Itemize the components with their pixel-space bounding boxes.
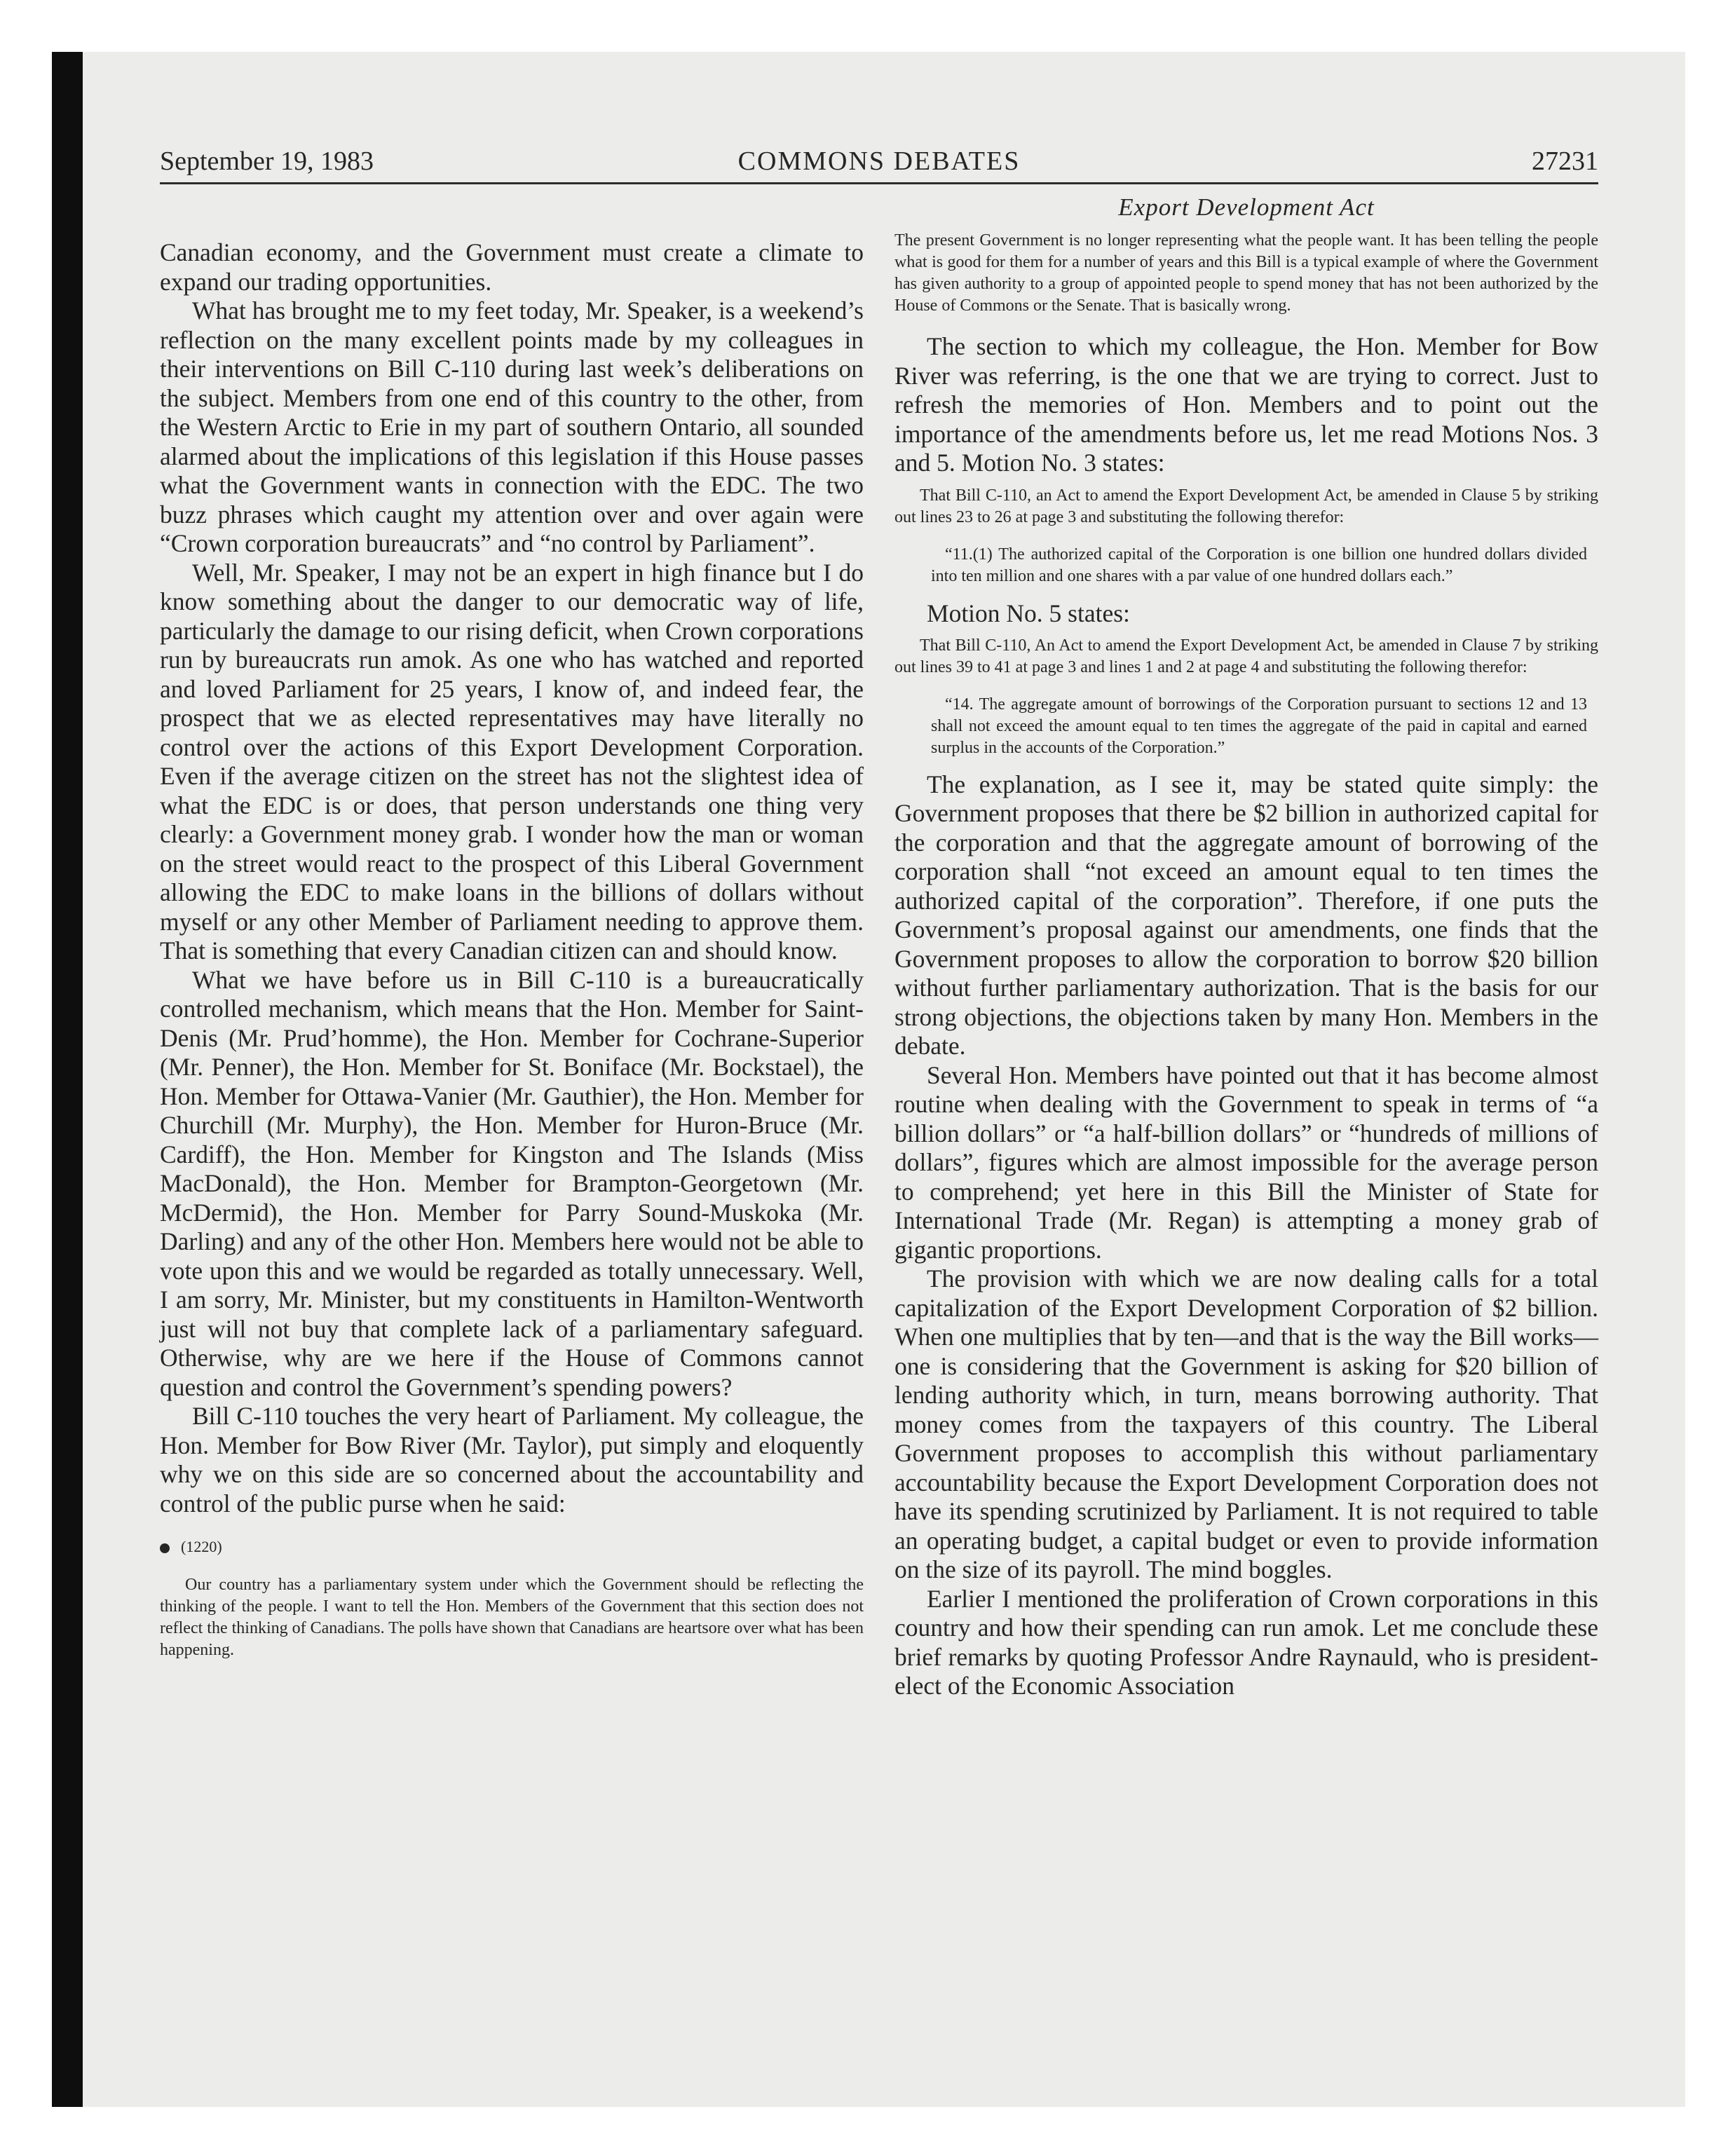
- time-marker-label: (1220): [181, 1538, 222, 1555]
- paragraph: Several Hon. Members have pointed out that it has become almost routine when dealing with the Government to speak in terms of “a billion dollars” or “a half-billion dollars” or “hundreds of millions of dollars”, figures which are almost impossible for the average person to comprehend; yet here in this Bill the Minister of State for International Trade (Mr. Regan) is attempting a money grab of gigantic proportions.: [894, 1060, 1598, 1264]
- paragraph: The section to which my colleague, the Hon. Member for Bow River was referring, is the one that we are trying to correct. Just to refresh the memories of Hon. Members and to point out the importance of the amendments before us, let me read Motions Nos. 3 and 5. Motion No. 3 states:: [894, 332, 1598, 477]
- scan-edge-shadow: [52, 52, 83, 2107]
- paragraph: The explanation, as I see it, may be stated quite simply: the Government proposes that there be $2 billion in authorized capital for the corporation and that the aggregate amount of borrowing of the corporation shall “not exceed an amount equal to ten times the authorized capital of the corporation”. Therefore, if one puts the Government’s proposal against our amendments, one finds that the Government proposes to allow the corporation to borrow $20 billion without further parliamentary authorization. That is the basis for our strong objections, the objections taken by many Hon. Members in the debate.: [894, 770, 1598, 1060]
- paragraph: Bill C-110 touches the very heart of Parliament. My colleague, the Hon. Member for Bow River (Mr. Taylor), put simply and eloquently why we on this side are so concerned about the accountability and control of the public purse when he said:: [160, 1402, 864, 1517]
- quoted-passage-continued: The present Government is no longer representing what the people want. It has been telling the people what is good for them for a number of years and this Bill is a typical example of where the Government has given authority to a group of appointed people to spend money that has not been authorized by the House of Commons or the Senate. That is basically wrong.: [894, 231, 1598, 315]
- header-page-number: 27231: [1532, 146, 1598, 176]
- motion-3-text: That Bill C-110, an Act to amend the Export Development Act, be amended in Clause 5 by striking out lines 23 to 26 at page 3 and substituting the following therefor:: [894, 486, 1598, 526]
- header-publication-title: COMMONS DEBATES: [737, 146, 1021, 176]
- left-column: [160, 238, 864, 1661]
- page-content: [160, 144, 1598, 1995]
- header-date: September 19, 1983: [160, 146, 374, 176]
- motion-3-quote: “11.(1) The authorized capital of the Corporation is one billion one hundred dollars divided into ten million and one shares with a par value of one hundred dollars each.”: [931, 545, 1587, 585]
- paragraph: What has brought me to my feet today, Mr. Speaker, is a weekend’s reflection on the many excellent points made by my colleagues in their interventions on Bill C-110 during last week’s deliberations on the subject. Members from one end of this country to the other, from the Western Arctic to Erie in my part of southern Ontario, all sounded alarmed about the implications of this legislation if this House passes what the Government wants in connection with the EDC. The two buzz phrases which caught my attention over and over again were “Crown corporation bureaucrats” and “no control by Parliament”.: [160, 296, 864, 557]
- quoted-passage: Our country has a parliamentary system under which the Government should be reflecting the thinking of the people. I want to tell the Hon. Members of the Government that this section does not reflect the thinking of Canadians. The polls have shown that Canadians are heartsore over what has been happening.: [160, 1576, 864, 1659]
- paragraph: Earlier I mentioned the proliferation of Crown corporations in this country and how their spending can run amok. Let me conclude these brief remarks by quoting Professor Andre Raynauld, who is president-elect of the Economic Association: [894, 1584, 1598, 1700]
- motion-5-text: That Bill C-110, An Act to amend the Export Development Act, be amended in Clause 7 by striking out lines 39 to 41 at page 3 and lines 1 and 2 at page 4 and substituting the following therefor:: [894, 636, 1598, 676]
- motion-5-heading: Motion No. 5 states:: [927, 599, 1130, 627]
- right-column: [894, 192, 1598, 1701]
- act-title: Export Development Act: [1118, 193, 1375, 221]
- motion-5-quote: “14. The aggregate amount of borrowings of the Corporation pursuant to sections 12 and 13 shall not exceed the amount equal to ten times the aggregate of the paid in capital and earned surplus in the accounts of the Corporation.”: [931, 695, 1587, 757]
- time-marker: [160, 1536, 864, 1557]
- bullet-dot-icon: [160, 1543, 170, 1553]
- paragraph: The provision with which we are now dealing calls for a total capitalization of the Export Development Corporation of $2 billion. When one multiplies that by ten—and that is the way the Bill works—one is considering that the Government is asking for $20 billion of lending authority which, in turn, means borrowing authority. That money comes from the taxpayers of this country. The Liberal Government proposes to accomplish this without parliamentary accountability because the Export Development Corporation does not have its spending scrutinized by Parliament. It is not required to table an operating budget, a capital budget or even to provide information on the size of its payroll. The mind boggles.: [894, 1264, 1598, 1583]
- paragraph: Well, Mr. Speaker, I may not be an expert in high finance but I do know something about the danger to our democratic way of life, particularly the damage to our rising deficit, when Crown corporations run by bureaucrats run amok. As one who has watched and reported and loved Parliament for 25 years, I know of, and indeed fear, the prospect that we as elected representatives may have literally no control over the actions of this Export Development Corporation. Even if the average citizen on the street has not the slightest idea of what the EDC is or does, that person understands one thing very clearly: a Government money grab. I wonder how the man or woman on the street would react to the prospect of this Liberal Government allowing the EDC to make loans in the billions of dollars without myself or any other Member of Parliament needing to approve them. That is something that every Canadian citizen can and should know.: [160, 558, 864, 964]
- running-header: [160, 144, 1598, 184]
- paragraph: What we have before us in Bill C-110 is a bureaucratically controlled mechanism, which means that the Hon. Member for Saint-Denis (Mr. Prud’homme), the Hon. Member for Cochrane-Superior (Mr. Penner), the Hon. Member for St. Boniface (Mr. Bockstael), the Hon. Member for Ottawa-Vanier (Mr. Gauthier), the Hon. Member for Churchill (Mr. Murphy), the Hon. Member for Huron-Bruce (Mr. Cardiff), the Hon. Member for Kingston and The Islands (Miss MacDonald), the Hon. Member for Brampton-Georgetown (Mr. McDermid), the Hon. Member for Parry Sound-Muskoka (Mr. Darling) and any of the other Hon. Members here would not be able to vote upon this and we would be regarded as totally unnecessary. Well, I am sorry, Mr. Minister, but my constituents in Hamilton-Wentworth just will not buy that complete lack of a parliamentary safeguard. Otherwise, why are we here if the House of Commons cannot question and control the Government’s spending powers?: [160, 965, 864, 1401]
- paragraph: Canadian economy, and the Government must create a climate to expand our trading opportunities.: [160, 238, 864, 296]
